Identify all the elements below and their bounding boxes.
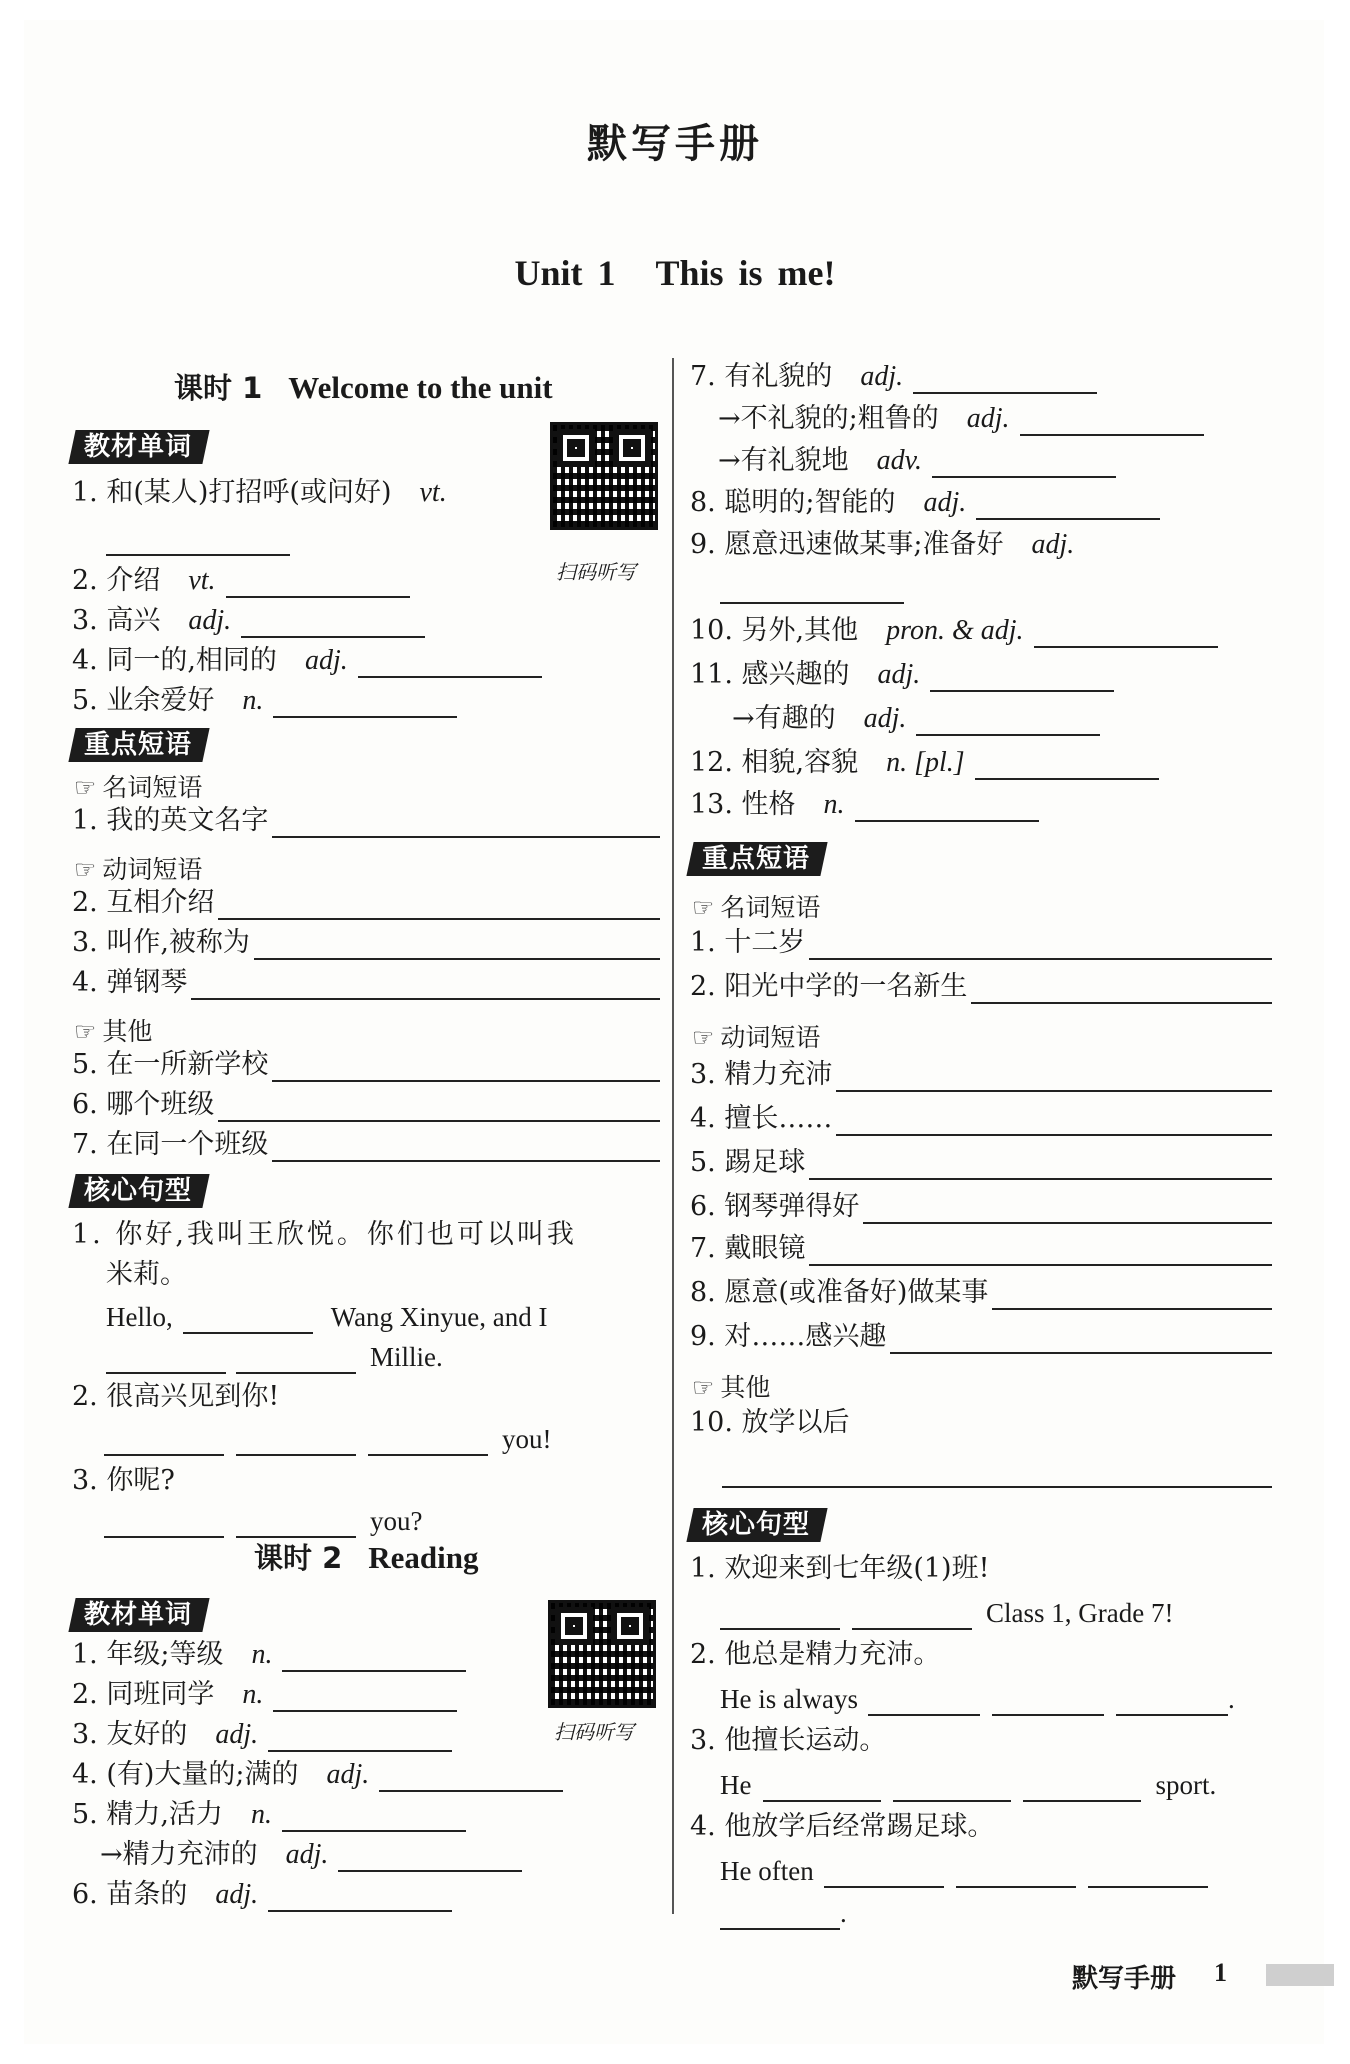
word-item-derivative: →精力充沛的 adj. (100, 1832, 522, 1872)
badge-core-sentences: 核心句型 (686, 1508, 827, 1542)
phrase-item: 6. 哪个班级 (72, 1082, 660, 1122)
answer-blank[interactable] (254, 930, 660, 960)
answer-blank[interactable] (236, 1426, 356, 1456)
badge-textbook-words: 教材单词 (68, 1598, 209, 1632)
qr-code-icon[interactable] (548, 1600, 656, 1708)
sentence-cn: 1. 欢迎来到七年级(1)班! (690, 1553, 990, 1584)
word-item: 2. 同班同学 n. (72, 1672, 457, 1712)
answer-blank[interactable] (720, 574, 904, 604)
answer-blank[interactable] (268, 1882, 452, 1912)
answer-blank[interactable] (1023, 1772, 1141, 1802)
answer-blank[interactable] (956, 1858, 1076, 1888)
page-number: 1 (1214, 1958, 1227, 1987)
phrase-item: 4. 擅长…… (690, 1096, 1272, 1136)
answer-blank[interactable] (272, 1132, 660, 1162)
unit-number: Unit 1 (514, 253, 616, 293)
word-item: 7. 有礼貌的 adj. (690, 354, 1097, 394)
badge-key-phrases: 重点短语 (68, 728, 209, 762)
answer-blank[interactable] (809, 1150, 1272, 1180)
lesson-2-label: 课时 2 (254, 1541, 343, 1575)
answer-blank[interactable] (1020, 406, 1204, 436)
lesson-2-name: Reading (368, 1540, 479, 1575)
sentence-cn-cont: 米莉。 (106, 1259, 187, 1290)
subheading-verb-phrases: ☞ 动词短语 (74, 855, 203, 884)
answer-blank[interactable] (282, 1802, 466, 1832)
word-item: 6. 苗条的 adj. (72, 1872, 452, 1912)
phrase-item: 1. 十二岁 (690, 920, 1272, 960)
phrase-item-answer-line (722, 1448, 1272, 1488)
word-item: 10. 另外,其他 pron. & adj. (690, 608, 1218, 648)
answer-blank[interactable] (241, 608, 425, 638)
answer-blank[interactable] (836, 1062, 1272, 1092)
answer-blank[interactable] (268, 1722, 452, 1752)
subheading-noun-phrases: ☞ 名词短语 (692, 893, 821, 922)
sentence-cn: 3. 他擅长运动。 (690, 1725, 887, 1756)
word-item: 2. 介绍 vt. (72, 558, 410, 598)
subheading-verb-phrases: ☞ 动词短语 (692, 1023, 821, 1052)
sentence-cn: 4. 他放学后经常踢足球。 (690, 1811, 995, 1842)
answer-blank[interactable] (992, 1686, 1104, 1716)
answer-blank[interactable] (824, 1858, 944, 1888)
word-item: 11. 感兴趣的 adj. (690, 652, 1114, 692)
qr-code-icon[interactable] (550, 422, 658, 530)
phrase-item: 10. 放学以后 (690, 1407, 850, 1438)
subheading-other: ☞ 其他 (74, 1017, 153, 1046)
word-item-derivative: →有礼貌地 adv. (718, 438, 1116, 478)
word-item: 4. 同一的,相同的 adj. (72, 638, 542, 678)
answer-blank[interactable] (338, 1842, 522, 1872)
answer-blank[interactable] (1034, 618, 1218, 648)
phrase-item: 5. 在一所新学校 (72, 1042, 660, 1082)
qr-label: 扫码听写 (554, 1720, 634, 1744)
answer-blank[interactable] (809, 1236, 1272, 1266)
answer-blank[interactable] (863, 1194, 1272, 1224)
badge-key-phrases: 重点短语 (686, 842, 827, 876)
phrase-item: 6. 钢琴弹得好 (690, 1184, 1272, 1224)
sentence-en-cont: Millie. (106, 1334, 443, 1374)
footer-tab (1266, 1964, 1334, 1986)
answer-blank[interactable] (226, 568, 410, 598)
word-item: 9. 愿意迅速做某事;准备好 adj. (690, 529, 1075, 560)
badge-textbook-words: 教材单词 (68, 430, 209, 464)
sentence-en: He is always . (720, 1684, 1235, 1714)
answer-blank[interactable] (836, 1106, 1272, 1136)
badge-core-sentences: 核心句型 (68, 1174, 209, 1208)
phrase-item: 8. 愿意(或准备好)做某事 (690, 1270, 1272, 1310)
pointing-hand-icon: ☞ (692, 893, 715, 922)
footer-title: 默写手册 (1072, 1964, 1177, 1994)
answer-blank[interactable] (722, 1458, 1272, 1488)
answer-blank[interactable] (273, 688, 457, 718)
sentence-en: Hello, Wang Xinyue, and I (106, 1302, 548, 1332)
sentence-en: Class 1, Grade 7! (720, 1590, 1173, 1630)
answer-blank[interactable] (273, 1682, 457, 1712)
sentence-cn: 2. 很高兴见到你! (72, 1381, 280, 1412)
answer-blank[interactable] (236, 1344, 356, 1374)
answer-blank[interactable] (913, 364, 1097, 394)
answer-blank[interactable] (930, 662, 1114, 692)
word-item: 3. 高兴 adj. (72, 598, 425, 638)
sentence-en: you! (104, 1416, 552, 1456)
answer-blank[interactable] (282, 1642, 466, 1672)
answer-blank[interactable] (720, 1900, 840, 1930)
sentence-en-cont: . (720, 1890, 847, 1930)
word-item-derivative: →有趣的 adj. (732, 696, 1100, 736)
answer-blank[interactable] (104, 1426, 224, 1456)
answer-blank[interactable] (379, 1762, 563, 1792)
sentence-en: you? (104, 1498, 422, 1538)
pointing-hand-icon: ☞ (74, 1017, 97, 1046)
answer-blank[interactable] (183, 1304, 313, 1334)
answer-blank[interactable] (1116, 1686, 1228, 1716)
word-item: 3. 友好的 adj. (72, 1712, 452, 1752)
answer-blank[interactable] (106, 1344, 226, 1374)
phrase-item: 2. 阳光中学的一名新生 (690, 964, 1272, 1004)
answer-blank[interactable] (720, 1600, 840, 1630)
answer-blank[interactable] (992, 1280, 1272, 1310)
answer-blank[interactable] (932, 448, 1116, 478)
answer-blank[interactable] (358, 648, 542, 678)
phrase-item: 1. 我的英文名字 (72, 798, 660, 838)
qr-label: 扫码听写 (556, 560, 636, 584)
pointing-hand-icon: ☞ (74, 773, 97, 802)
page-title: 默写手册 (587, 121, 763, 167)
word-item: 1. 和(某人)打招呼(或问好) vt. (72, 477, 447, 508)
subheading-noun-phrases: ☞ 名词短语 (74, 773, 203, 802)
word-item: 1. 年级;等级 n. (72, 1632, 466, 1672)
pointing-hand-icon: ☞ (74, 855, 97, 884)
phrase-item: 5. 踢足球 (690, 1140, 1272, 1180)
answer-blank[interactable] (218, 1092, 660, 1122)
answer-blank[interactable] (368, 1426, 488, 1456)
unit-title (0, 252, 1350, 294)
lesson-2-heading (254, 1536, 479, 1577)
phrase-item: 3. 叫作,被称为 (72, 920, 660, 960)
answer-blank[interactable] (106, 526, 290, 556)
lesson-1-label: 课时 1 (174, 371, 263, 405)
phrase-item: 7. 在同一个班级 (72, 1122, 660, 1162)
lesson-1-heading (174, 366, 553, 407)
word-item: 5. 精力,活力 n. (72, 1792, 466, 1832)
phrase-item: 9. 对……感兴趣 (690, 1314, 1272, 1354)
pointing-hand-icon: ☞ (692, 1023, 715, 1052)
word-item-answer-line (720, 564, 904, 604)
answer-blank[interactable] (852, 1600, 972, 1630)
phrase-item: 2. 互相介绍 (72, 880, 660, 920)
sentence-cn: 3. 你呢? (72, 1465, 175, 1496)
phrase-item: 3. 精力充沛 (690, 1052, 1272, 1092)
word-item: 13. 性格 n. (690, 782, 1039, 822)
answer-blank[interactable] (104, 1508, 224, 1538)
answer-blank[interactable] (236, 1508, 356, 1538)
column-divider (672, 358, 674, 1914)
sentence-cn: 2. 他总是精力充沛。 (690, 1639, 941, 1670)
unit-subtitle: This is me! (655, 253, 836, 293)
answer-blank[interactable] (272, 808, 660, 838)
answer-blank[interactable] (191, 970, 660, 1000)
word-item: 5. 业余爱好 n. (72, 678, 457, 718)
word-item: 4. (有)大量的;满的 adj. (72, 1752, 563, 1792)
answer-blank[interactable] (855, 792, 1039, 822)
phrase-item: 7. 戴眼镜 (690, 1226, 1272, 1266)
pointing-hand-icon: ☞ (692, 1373, 715, 1402)
sentence-cn: 1. 你好,我叫王欣悦。你们也可以叫我 (72, 1219, 577, 1250)
phrase-item: 4. 弹钢琴 (72, 960, 660, 1000)
answer-blank[interactable] (1088, 1858, 1208, 1888)
answer-blank[interactable] (218, 890, 660, 920)
sentence-en: He sport. (720, 1770, 1217, 1800)
word-item-derivative: →不礼貌的;粗鲁的 adj. (718, 396, 1204, 436)
answer-blank[interactable] (890, 1324, 1272, 1354)
answer-blank[interactable] (916, 706, 1100, 736)
answer-blank[interactable] (971, 974, 1272, 1004)
sentence-en: He often (720, 1848, 1208, 1888)
answer-blank[interactable] (272, 1052, 660, 1082)
answer-blank[interactable] (809, 930, 1272, 960)
answer-blank[interactable] (868, 1686, 980, 1716)
answer-blank[interactable] (975, 750, 1159, 780)
word-item: 12. 相貌,容貌 n. [pl.] (690, 740, 1159, 780)
lesson-1-name: Welcome to the unit (288, 370, 553, 405)
word-item-answer-line (72, 516, 492, 556)
answer-blank[interactable] (763, 1772, 881, 1802)
subheading-other: ☞ 其他 (692, 1373, 771, 1402)
answer-blank[interactable] (893, 1772, 1011, 1802)
answer-blank[interactable] (976, 490, 1160, 520)
word-item: 8. 聪明的;智能的 adj. (690, 480, 1160, 520)
